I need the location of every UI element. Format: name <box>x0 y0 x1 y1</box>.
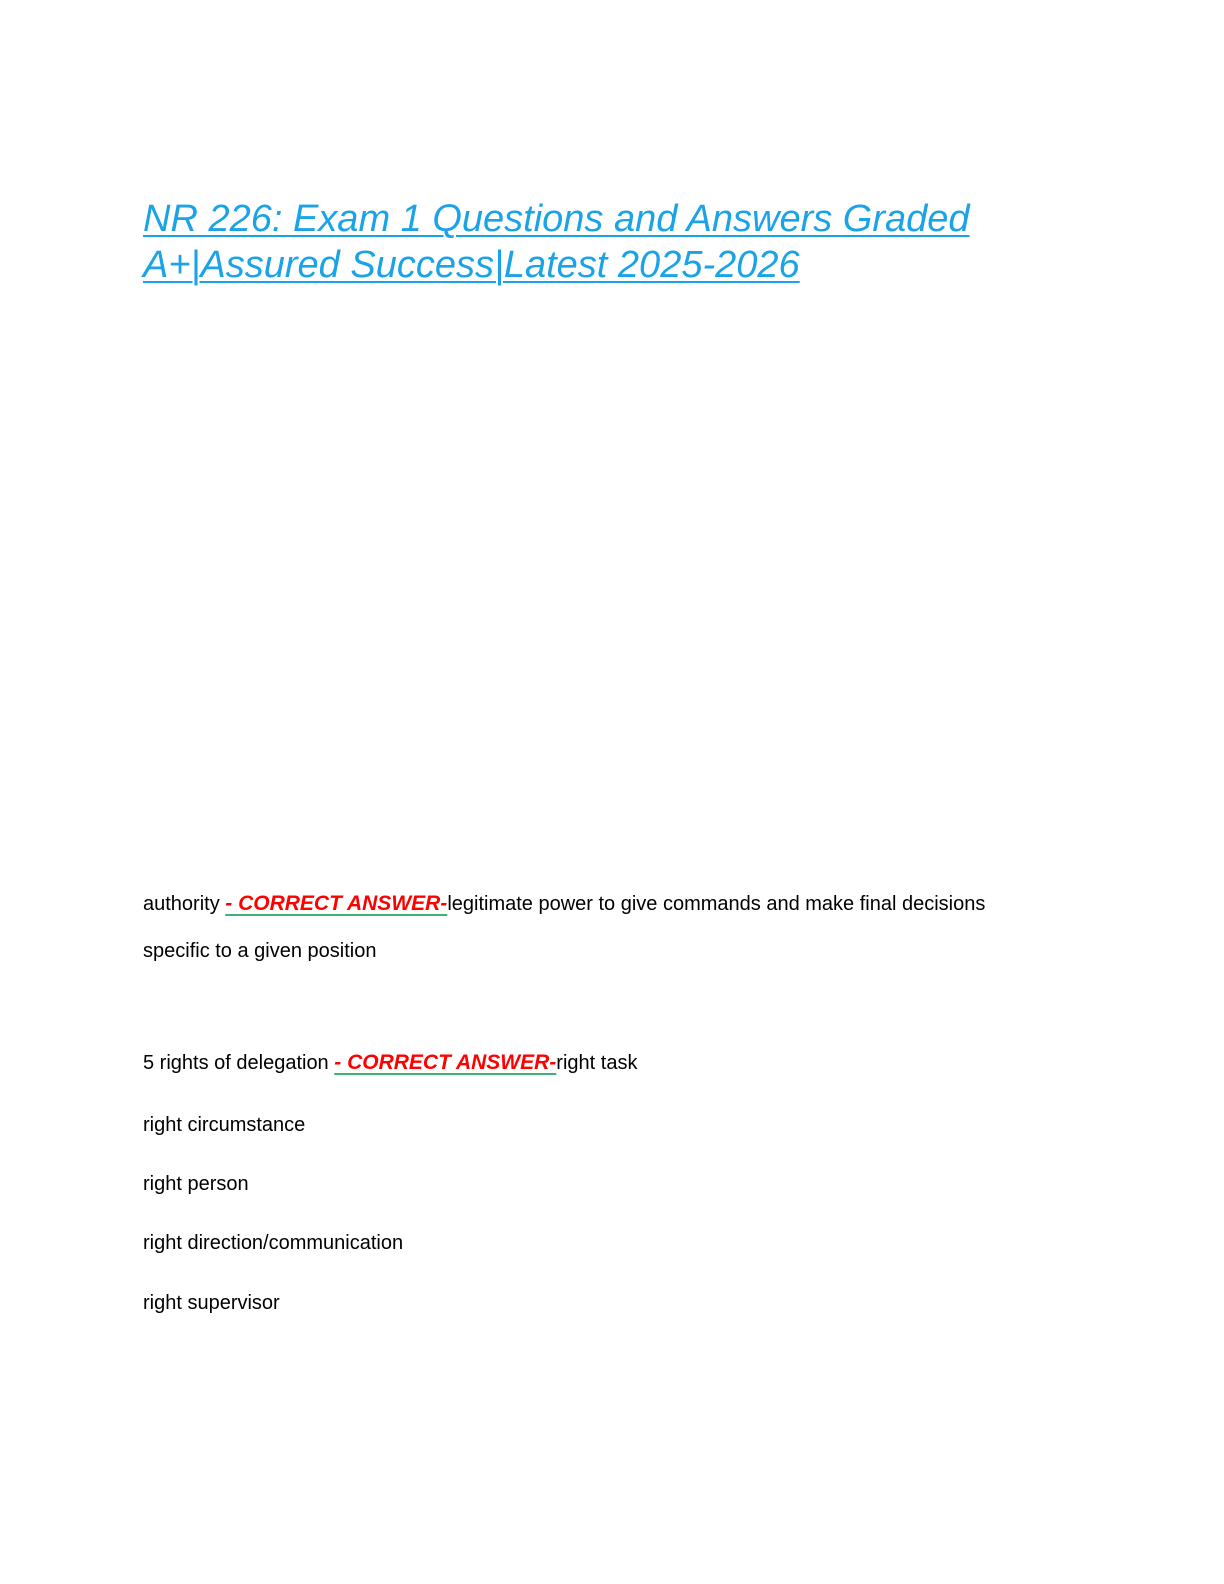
title-line-1: NR 226: Exam 1 Questions and Answers Graded <box>143 198 970 240</box>
qa-item-authority <box>143 880 1043 975</box>
correct-answer-marker: - CORRECT ANSWER- <box>225 892 448 915</box>
qa-answer-line: right circumstance <box>143 1114 306 1136</box>
qa-term: 5 rights of delegation <box>143 1052 335 1074</box>
qa-answer-line: right supervisor <box>143 1292 280 1314</box>
qa-answer-line: right person <box>143 1173 249 1195</box>
qa-answer: legitimate power to give commands and make final decisions specific to a given position <box>143 893 986 962</box>
correct-answer-marker: - CORRECT ANSWER- <box>334 1051 557 1074</box>
qa-answer-line: right task <box>556 1052 638 1074</box>
qa-item-delegation <box>143 1051 637 1075</box>
qa-answer-line: right direction/communication <box>143 1232 404 1254</box>
document-title <box>143 196 1043 288</box>
qa-term: authority <box>143 893 226 915</box>
title-line-2: A+|Assured Success|Latest 2025-2026 <box>143 244 800 286</box>
